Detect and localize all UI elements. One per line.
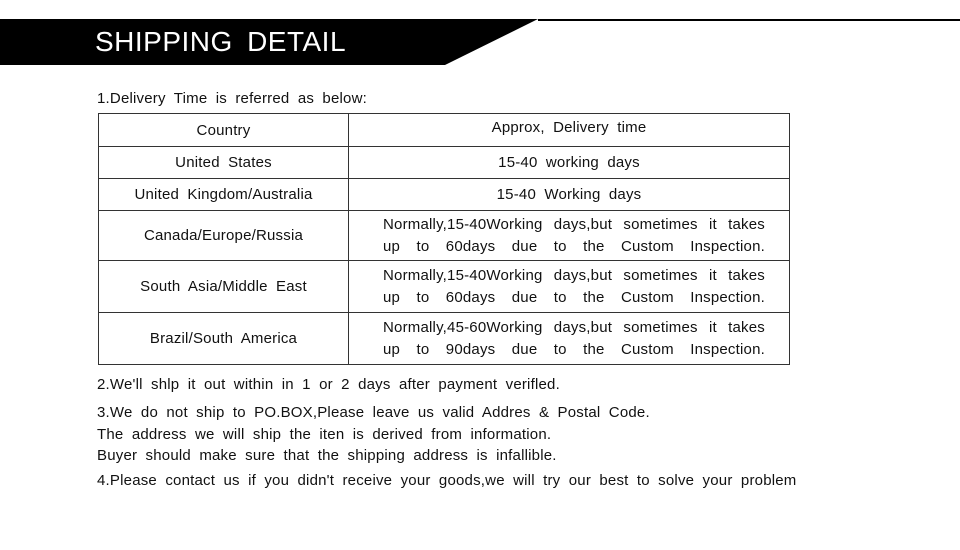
country-cell: Brazil/South America	[99, 313, 349, 365]
column-header-country: Country	[99, 114, 349, 147]
shipping-note-4: 4.Please contact us if you didn't receive your goods,we will try our best to solve your problem	[97, 472, 797, 489]
country-cell: Canada/Europe/Russia	[99, 211, 349, 261]
table-header-row	[99, 114, 790, 147]
country-cell: United Kingdom/Australia	[99, 179, 349, 211]
shipping-note-3-buyer: Buyer should make sure that the shipping address is infallible.	[97, 447, 557, 464]
delivery-table	[98, 113, 790, 365]
delivery-time-cell	[349, 313, 790, 365]
delivery-time-cell: 15-40 working days	[349, 147, 790, 179]
delivery-time-cell: 15-40 Working days	[349, 179, 790, 211]
delivery-note-line: up to 60days due to the Custom Inspection.	[383, 237, 765, 255]
delivery-note-line: up to 90days due to the Custom Inspection.	[383, 340, 765, 358]
page-title: SHIPPING DETAIL	[95, 26, 347, 57]
table-row	[99, 179, 790, 211]
delivery-note-line: up to 60days due to the Custom Inspection.	[383, 288, 765, 306]
delivery-note-line: Normally,15-40Working days,but sometimes it takes	[383, 266, 765, 284]
delivery-note-line: Normally,15-40Working days,but sometimes it takes	[383, 215, 765, 233]
delivery-time-cell	[349, 261, 790, 313]
shipping-note-2: 2.We'll shlp it out within in 1 or 2 days after payment verifled.	[97, 376, 560, 393]
shipping-note-3-address: The address we will ship the iten is derived from information.	[97, 426, 552, 443]
header-banner	[0, 19, 960, 65]
table-row	[99, 313, 790, 365]
delivery-time-cell	[349, 211, 790, 261]
delivery-intro: 1.Delivery Time is referred as below:	[97, 90, 367, 107]
table-row	[99, 211, 790, 261]
country-cell: South Asia/Middle East	[99, 261, 349, 313]
column-header-delivery-time: Approx, Delivery time	[349, 114, 790, 147]
table-row	[99, 147, 790, 179]
country-cell: United States	[99, 147, 349, 179]
table-row	[99, 261, 790, 313]
delivery-note-line: Normally,45-60Working days,but sometimes it takes	[383, 318, 765, 336]
shipping-note-3: 3.We do not ship to PO.BOX,Please leave us valid Addres & Postal Code.	[97, 404, 650, 421]
